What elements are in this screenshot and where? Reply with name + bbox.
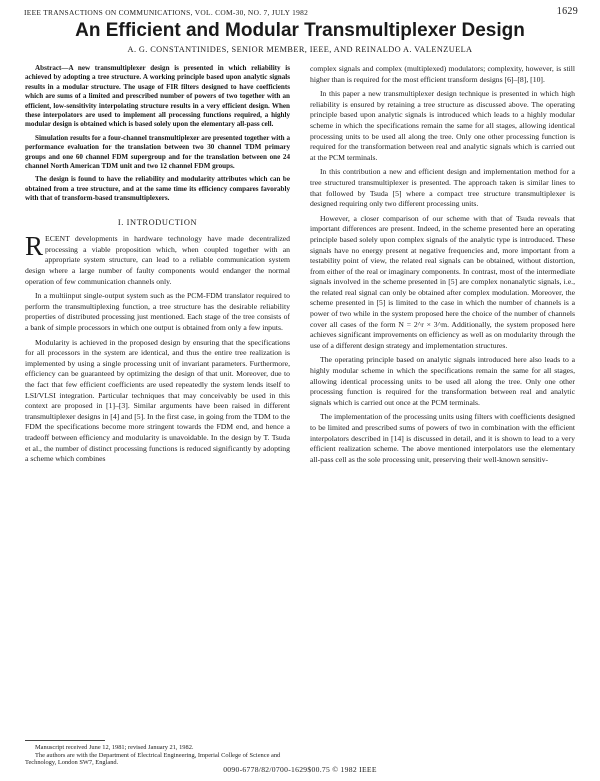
abstract-paragraph: Simulation results for a four-channel transmultiplexer are presented together with a performance evaluation for the translation between two 30 channel TDM primary groups and one 60 channel FDM supergroup and for the translation between one 24 channel North American TDM unit and two 12 channel FDM groups. — [25, 133, 290, 171]
intro-paragraph-text: ECENT developments in hardware technology have made decentralized processing a viable proposition which, when coupled together with an appropriate system structure, can lead to a reliable communication system design where a large number of faulty components would endanger the normal operation of few communication channels only. — [25, 234, 290, 286]
right-column — [310, 64, 575, 469]
body-paragraph: In this paper a new transmultiplexer design technique is presented in which high reliability is ensured by retaining a tree structure as discussed above. The operating principle based upon analytic signals is introduced which leads to a highly modular scheme in which the specifications remain the same for all stages, allowing identical processing units to be used all along the tree. Only one other processing function is required for the transformation between real and analytic signals which is carried out at the PCM terminals. — [310, 89, 575, 162]
footnote-affiliation: The authors are with the Department of Electrical Engineering, Imperial College of Science and Technology, London SW7, England. — [25, 751, 281, 767]
body-paragraph: The implementation of the processing units using filters with coefficients designed to be limited and prescribed sums of powers of two in combination with the efficient interpolators described in [14] is discussed in detail, and it is shown to lead to a very efficient realization scheme. The above mentioned interpolators use the elementary all-pass cell as the sole processing unit, preserving their well-known sensitiv- — [310, 412, 575, 464]
left-column — [25, 64, 290, 469]
body-paragraph: However, a closer comparison of our scheme with that of Tsuda reveals that important differences are present. Indeed, in the scheme presented here an operating principle based solely upon complex signals of the analytic type is introduced. These signals have no energy present at negative frequencies and, more important from a testability point of view, the related real signals can be obtained, without distortion, from either of the real or imaginary components. In contrast, most of the intermediate signals involved in the scheme presented in [5] are complex nonanalytic signals, i.e., the related real signal can only be obtained after complex modulation. Moreover, the scheme presented in [5] is limited to the case in which the number of channels is a power of two while in the system proposed here the choice of the number of channels cover all cases of the form N = 2^r × 3^m. Additionally, the system proposed here achieves significant improvements on efficiency as well as on modularity through the use of a different design strategy and implementation structures. — [310, 213, 575, 350]
abstract-paragraph: Abstract—A new transmultiplexer design is presented in which reliability is achieved by adopting a tree structure. A working principle based upon analytic signals results in a modular structure. The usage of FIR filters designed to have coefficients which are sums of a limited and prescribed number of powers of two together with an efficient, low-sensitivity interpolating structure results in a very efficient design. When these interpolators are used to implement all processing functions required, a highly modular design is obtained which is based solely upon the elementary all-pass cell. — [25, 64, 290, 129]
paper-title: An Efficient and Modular Transmultiplexer Design — [75, 20, 525, 41]
body-paragraph: In this contribution a new and efficient design and implementation method for a tree structured transmultiplexer is presented. The approach taken is similar lines to that followed by Tsuda [5] where a compact tree structure transmultiplexer is designed requiring only two different processing units. — [310, 167, 575, 209]
page-number: 1629 — [556, 6, 578, 17]
section-heading: I. INTRODUCTION — [117, 217, 198, 227]
copyright-line: 0090-6778/82/0700-1629$00.75 © 1982 IEEE — [223, 765, 377, 774]
abstract — [25, 64, 290, 204]
footnote — [25, 740, 290, 767]
footnote-received: Manuscript received June 12, 1981; revised January 21, 1982. — [35, 744, 194, 751]
running-header — [24, 6, 578, 18]
intro-paragraph — [25, 231, 290, 287]
authors-line: A. G. CONSTANTINIDES, SENIOR MEMBER, IEEE, AND REINALDO A. VALENZUELA — [127, 45, 473, 54]
intro-paragraph: Modularity is achieved in the proposed design by ensuring that the specifications for all processors in the system are identical, and thus the entire tree realization is implemented by using a single processing unit of invariant parameters. Furthermore, efficiency can be guaranteed by optimizing the design of that unit. Moreover, due to the fact that few efficient coefficients are used repeatedly the system lends itself to LSI/VLSI integration. Particular techniques that may conceivably be used in this context are proposed in [1]–[3]. Similar arguments have been raised in different transmultiplexer designs in [4] and [5]. In the first case, in going from the TDM to the FDM the specifications become more stringent towards the FDM end, and hence a tradeoff between efficiency and modularity is unavoidable. In the design by T. Tsuda et al., the number of distinct processing functions is reduced significantly by adopting a scheme which combines — [25, 337, 290, 464]
intro-paragraph: In a multiinput single-output system such as the PCM-FDM translator required to perform the transmultiplexing function, a tree structure has the desirable reliability properties of distributed processing just mentioned. Each stage of the tree consists of a bank of simple processors in which one output is obtained from only a few inputs. — [25, 291, 290, 333]
body-paragraph: The operating principle based on analytic signals introduced here also leads to a highly modular scheme in which the specifications remain the same for all stages, allowing identical processing units to be used all along the tree. Only one other processing function is required for the transformation between real and analytic signals which is carried out once at the PCM terminals. — [310, 355, 575, 407]
body-paragraph: complex signals and complex (multiplexed) modulators; complexity, however, is still higher than is required for the most efficient transform designs [6]–[8], [10]. — [310, 64, 575, 84]
abstract-paragraph: The design is found to have the reliability and modularity attributes which can be obtained from a tree structure, and at the same time its efficiency compares favorably with that of transform-based transmultiplexers. — [25, 175, 290, 203]
footnote-rule — [25, 740, 105, 741]
drop-cap: R — [25, 231, 44, 262]
journal-line: IEEE TRANSACTIONS ON COMMUNICATIONS, VOL. COM-30, NO. 7, JULY 1982 — [24, 8, 309, 17]
